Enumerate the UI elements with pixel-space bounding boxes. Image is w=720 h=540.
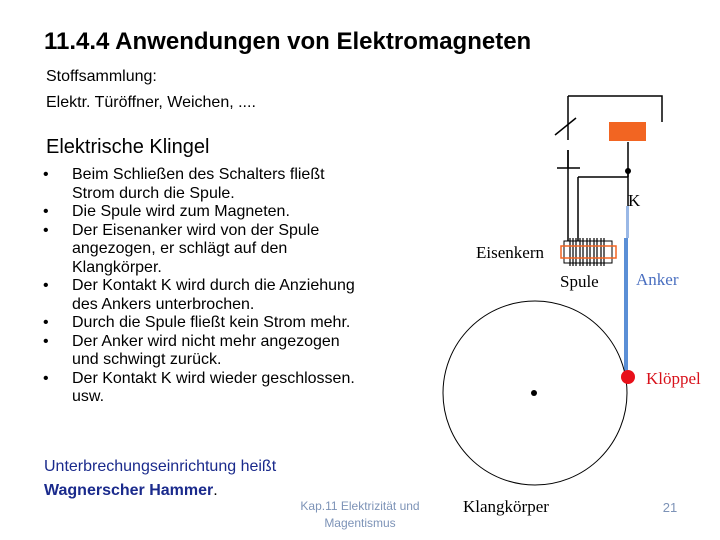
- label-kloeppel: Klöppel: [646, 369, 701, 388]
- label-eisenkern: Eisenkern: [476, 243, 544, 262]
- page-number: 21: [662, 500, 678, 515]
- circuit-wires: [555, 96, 662, 245]
- summary-line-2: Wagnerscher Hammer: [44, 482, 214, 499]
- subtitle-line-2: Elektr. Türöffner, Weichen, ....: [46, 94, 256, 111]
- slide-title: 11.4.4 Anwendungen von Elektromagneten: [44, 28, 532, 55]
- bullet-line: des Ankers unterbrochen.: [72, 295, 255, 313]
- label-spule: Spule: [560, 272, 599, 291]
- switch-lever: [555, 118, 576, 135]
- coil-icon: [561, 238, 616, 266]
- bullet-line: • Durch die Spule fließt kein Strom mehr.: [72, 314, 351, 331]
- summary-period: .: [213, 482, 218, 499]
- bullet-line: • Der Kontakt K wird wieder geschlossen.: [72, 369, 355, 387]
- label-klangkoerper: Klangkörper: [463, 497, 549, 516]
- clapper-ball-icon: [621, 370, 635, 384]
- coil-body: [564, 241, 612, 263]
- battery-icon: [609, 122, 646, 141]
- contact-point-icon: [625, 168, 631, 174]
- label-anker: Anker: [636, 270, 679, 289]
- bullet-line: Strom durch die Spule.: [72, 184, 235, 202]
- bullet-line: • Der Kontakt K wird durch die Anziehung: [72, 277, 355, 294]
- footer-line-1: Kap.11 Elektrizität und: [300, 499, 420, 513]
- bullet-line: angezogen, er schlägt auf den: [72, 240, 288, 257]
- bullet-line: • Der Anker wird nicht mehr angezogen: [72, 332, 340, 350]
- bullet-line: usw.: [72, 388, 105, 405]
- bullet-line: • Die Spule wird zum Magneten.: [72, 203, 290, 220]
- wire-top: [568, 96, 662, 122]
- bullet-line: und schwingt zurück.: [72, 351, 222, 368]
- summary-line-1: Unterbrechungseinrichtung heißt: [44, 458, 277, 475]
- armature-bar: [624, 238, 628, 373]
- bell-center-dot: [531, 390, 537, 396]
- bullet-line: • Beim Schließen des Schalters fließt: [72, 166, 325, 183]
- armature-spring: [626, 206, 629, 238]
- bullet-line: • Der Eisenanker wird von der Spule: [72, 221, 320, 239]
- bullet-line: Klangkörper.: [72, 258, 162, 276]
- subtitle-line-1: Stoffsammlung:: [46, 68, 157, 85]
- footer-line-2: Magentismus: [324, 516, 396, 530]
- section-heading: Elektrische Klingel: [46, 136, 210, 158]
- label-contact-k: K: [628, 191, 641, 210]
